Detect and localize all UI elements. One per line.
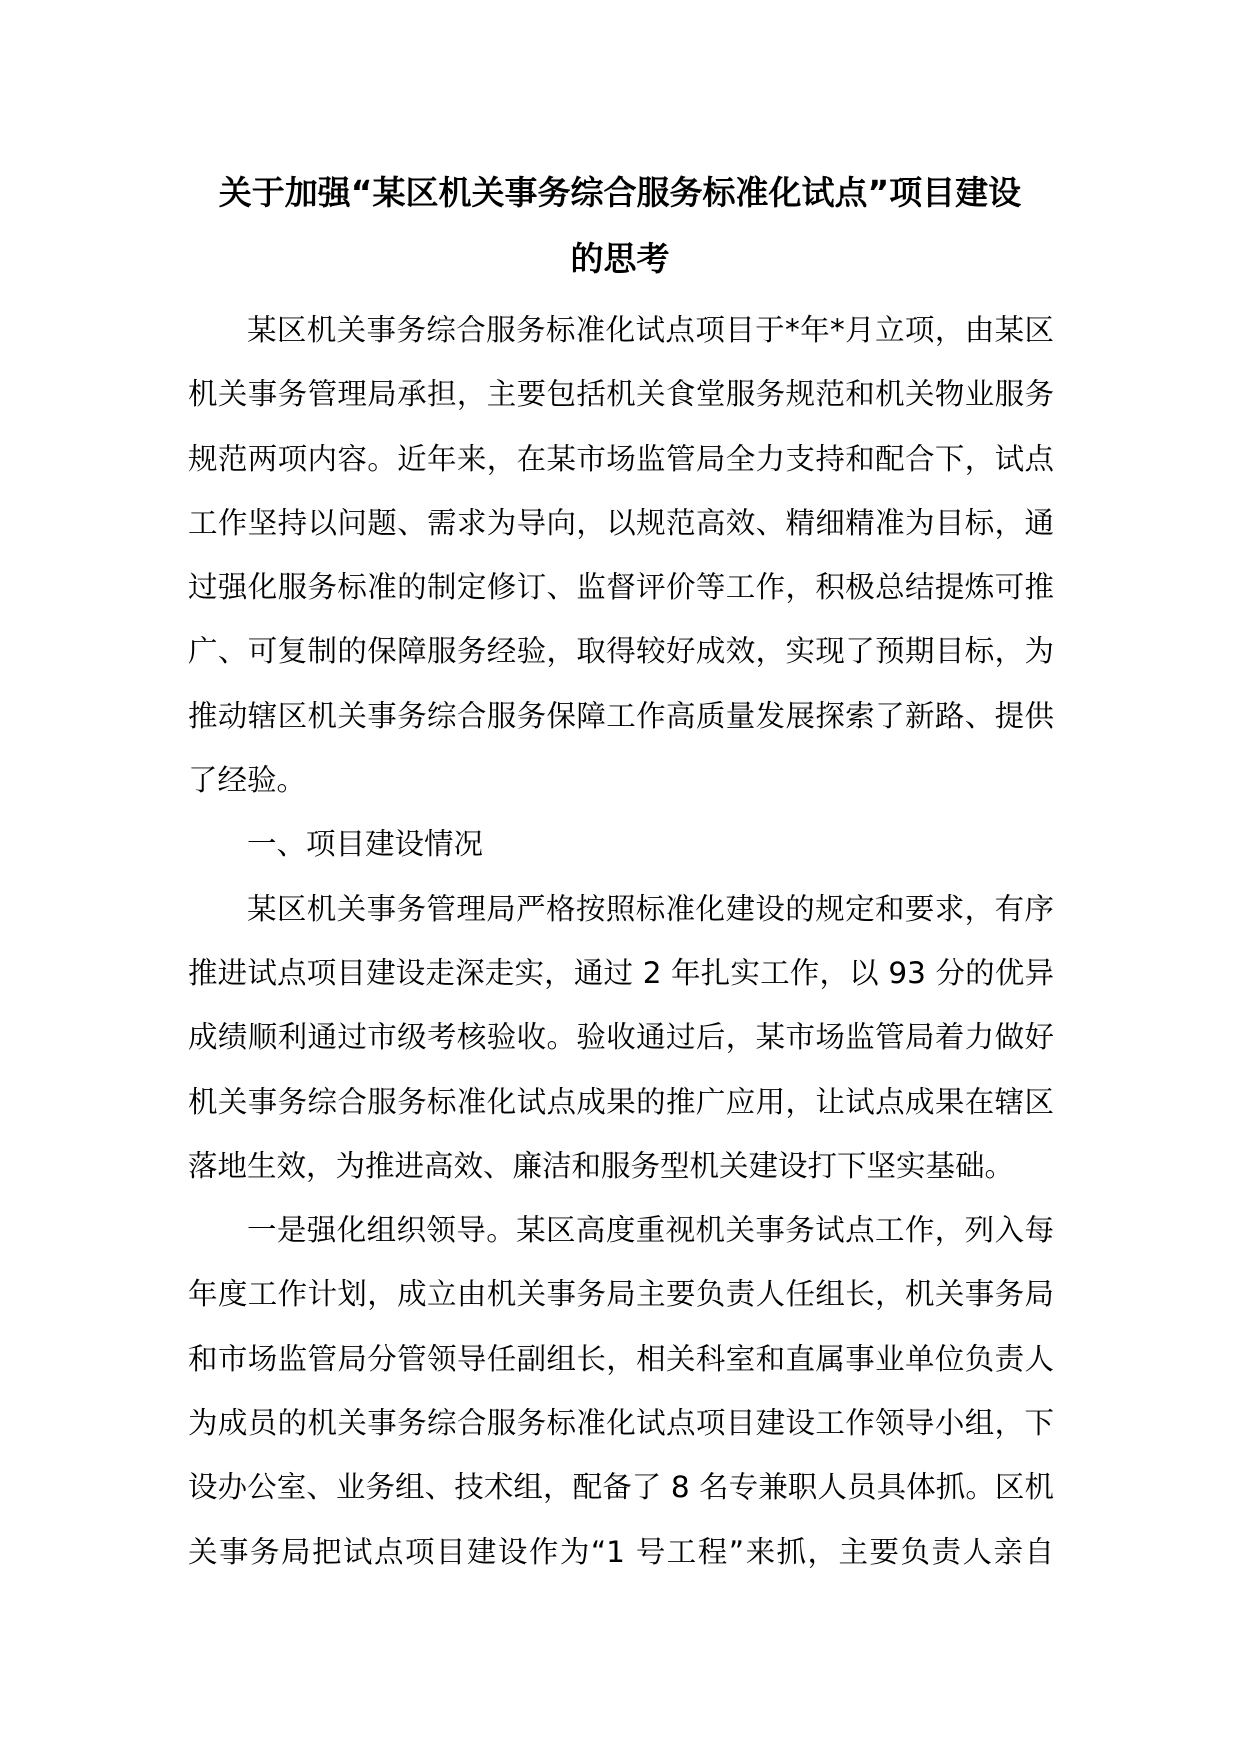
text-line: 设办公室、业务组、技术组，配备了 8 名专兼职人员具体抓。区机 <box>188 1470 1054 1505</box>
text-line: 广、可复制的保障服务经验，取得较好成效，实现了预期目标，为 <box>188 634 1054 669</box>
paragraph-project-status <box>188 877 1054 1198</box>
text-line: 推动辖区机关事务综合服务保障工作高质量发展探索了新路、提供 <box>188 698 1054 733</box>
text-line: 某区机关事务综合服务标准化试点项目于*年*月立项，由某区 <box>247 313 1054 347</box>
text-line: 为成员的机关事务综合服务标准化试点项目建设工作领导小组，下 <box>188 1406 1054 1441</box>
text-line: 和市场监管局分管领导任副组长，相关科室和直属事业单位负责人 <box>188 1341 1054 1376</box>
text-line: 关事务局把试点项目建设作为“1 号工程”来抓，主要负责人亲自 <box>188 1534 1054 1569</box>
text-line: 机关事务管理局承担，主要包括机关食堂服务规范和机关物业服务 <box>188 377 1054 412</box>
text-line: 过强化服务标准的制定修订、监督评价等工作，积极总结提炼可推 <box>188 570 1054 605</box>
text-line: 规范两项内容。近年来，在某市场监管局全力支持和配合下，试点 <box>188 441 1054 476</box>
section-heading-text: 一、项目建设情况 <box>247 827 484 862</box>
text-line: 落地生效，为推进高效、廉洁和服务型机关建设打下坚实基础。 <box>188 1148 1015 1183</box>
title-line: 的思考 <box>570 239 670 278</box>
text-line: 工作坚持以问题、需求为导向，以规范高效、精细精准为目标，通 <box>188 505 1054 540</box>
text-line: 年度工作计划，成立由机关事务局主要负责人任组长，机关事务局 <box>188 1277 1054 1312</box>
paragraph-intro <box>188 298 1054 812</box>
text-line: 了经验。 <box>188 763 307 798</box>
document-title <box>150 160 1090 292</box>
document-body <box>188 298 1054 1584</box>
text-line: 成绩顺利通过市级考核验收。验收通过后，某市场监管局着力做好 <box>188 1020 1054 1055</box>
section-heading <box>188 812 1054 876</box>
title-line: 关于加强“某区机关事务综合服务标准化试点”项目建设 <box>218 173 1022 212</box>
text-line: 机关事务综合服务标准化试点成果的推广应用，让试点成果在辖区 <box>188 1084 1054 1119</box>
paragraph-leadership <box>188 1198 1054 1584</box>
text-line: 某区机关事务管理局严格按照标准化建设的规定和要求，有序 <box>247 891 1054 926</box>
text-line: 一是强化组织领导。某区高度重视机关事务试点工作，列入每 <box>247 1213 1054 1248</box>
text-line: 推进试点项目建设走深走实，通过 2 年扎实工作，以 93 分的优异 <box>188 955 1054 990</box>
